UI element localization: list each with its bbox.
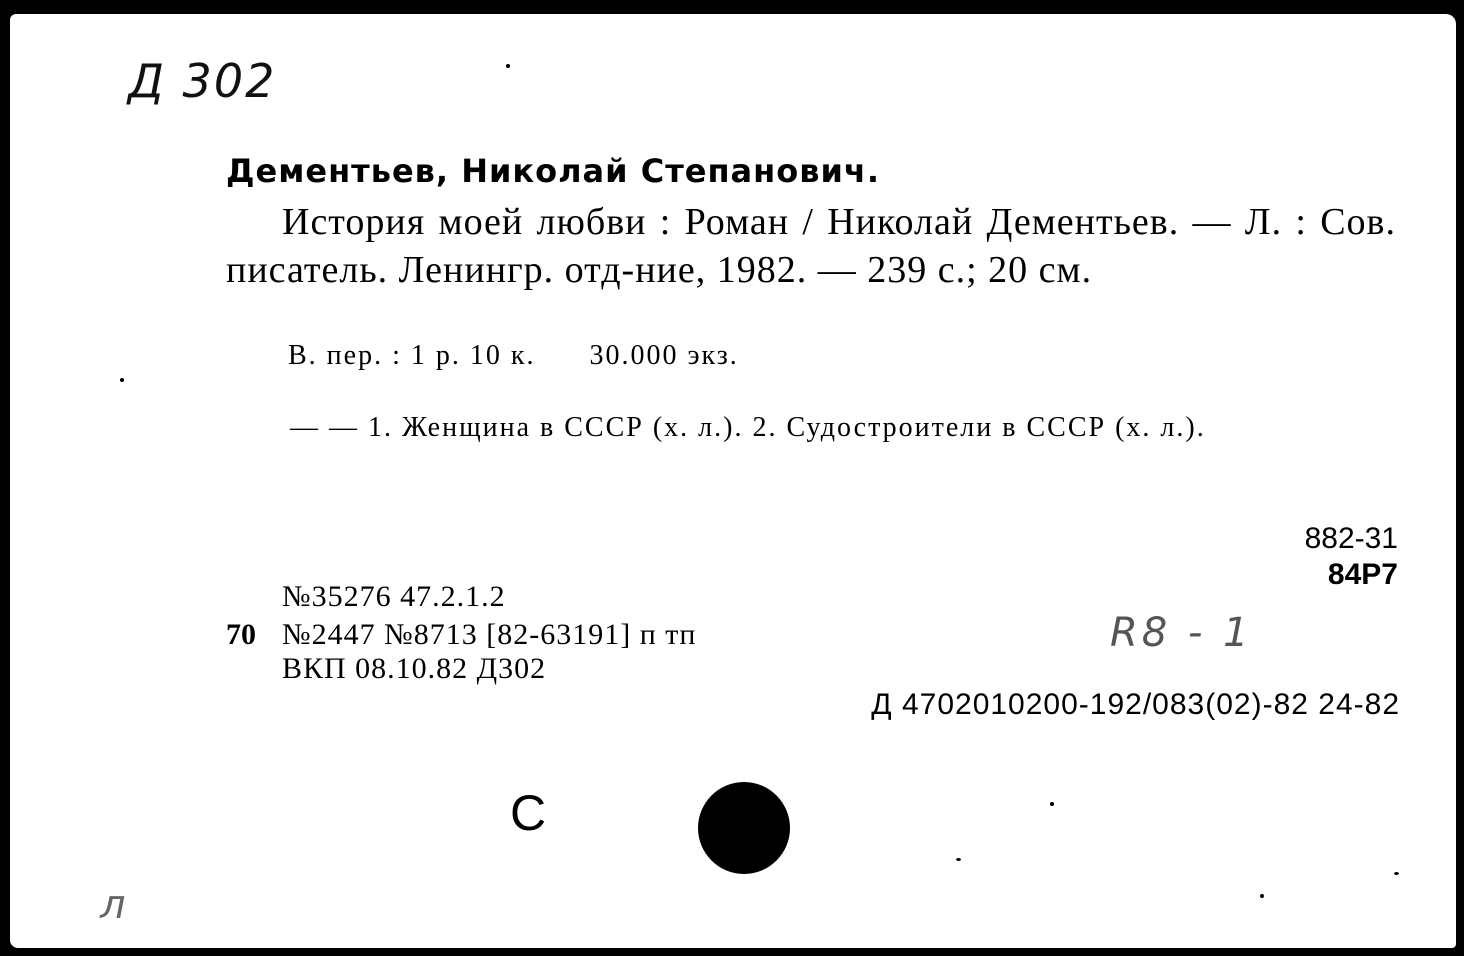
corner-handwritten-mark: л [100,882,126,928]
dust-speck [1050,802,1054,806]
dust-speck [1260,894,1264,898]
service-line-2: №2447 №8713 [82-63191] п тп [282,618,697,651]
dust-speck [506,64,510,68]
classification-code-bold: 84Р7 [1327,558,1398,591]
service-line-1: №35276 47.2.1.2 [282,580,506,613]
catalog-card [10,14,1456,948]
dust-speck [120,378,124,382]
dust-speck [956,858,961,861]
shelf-mark: Д 302 [128,54,277,108]
bibliographic-description: История моей любви : Роман / Николай Дементьев. — Л. : Сов. писатель. Ленингр. отд-ние, 1982. — 239 с.; 20 см. [226,201,1396,291]
letter-mark: С [510,785,547,841]
subject-headings: — — 1. Женщина в СССР (х. л.). 2. Судостроители в СССР (х. л.). [290,412,1206,443]
author-heading: Дементьев, Николай Степанович. [226,152,881,190]
service-line-3: ВКП 08.10.82 Д302 [282,652,547,685]
punch-hole [698,782,790,874]
dust-speck [1394,872,1399,875]
price: В. пер. : 1 р. 10 к. [288,340,536,371]
handwritten-note: R8 - 1 [1110,610,1253,656]
price-line [288,340,739,372]
isbn-line: Д 4702010200-192/083(02)-82 24-82 [871,688,1400,721]
copies-count: 30.000 экз. [589,340,739,371]
service-number: 70 [226,618,256,651]
classification-code: 882-31 [1304,522,1398,555]
